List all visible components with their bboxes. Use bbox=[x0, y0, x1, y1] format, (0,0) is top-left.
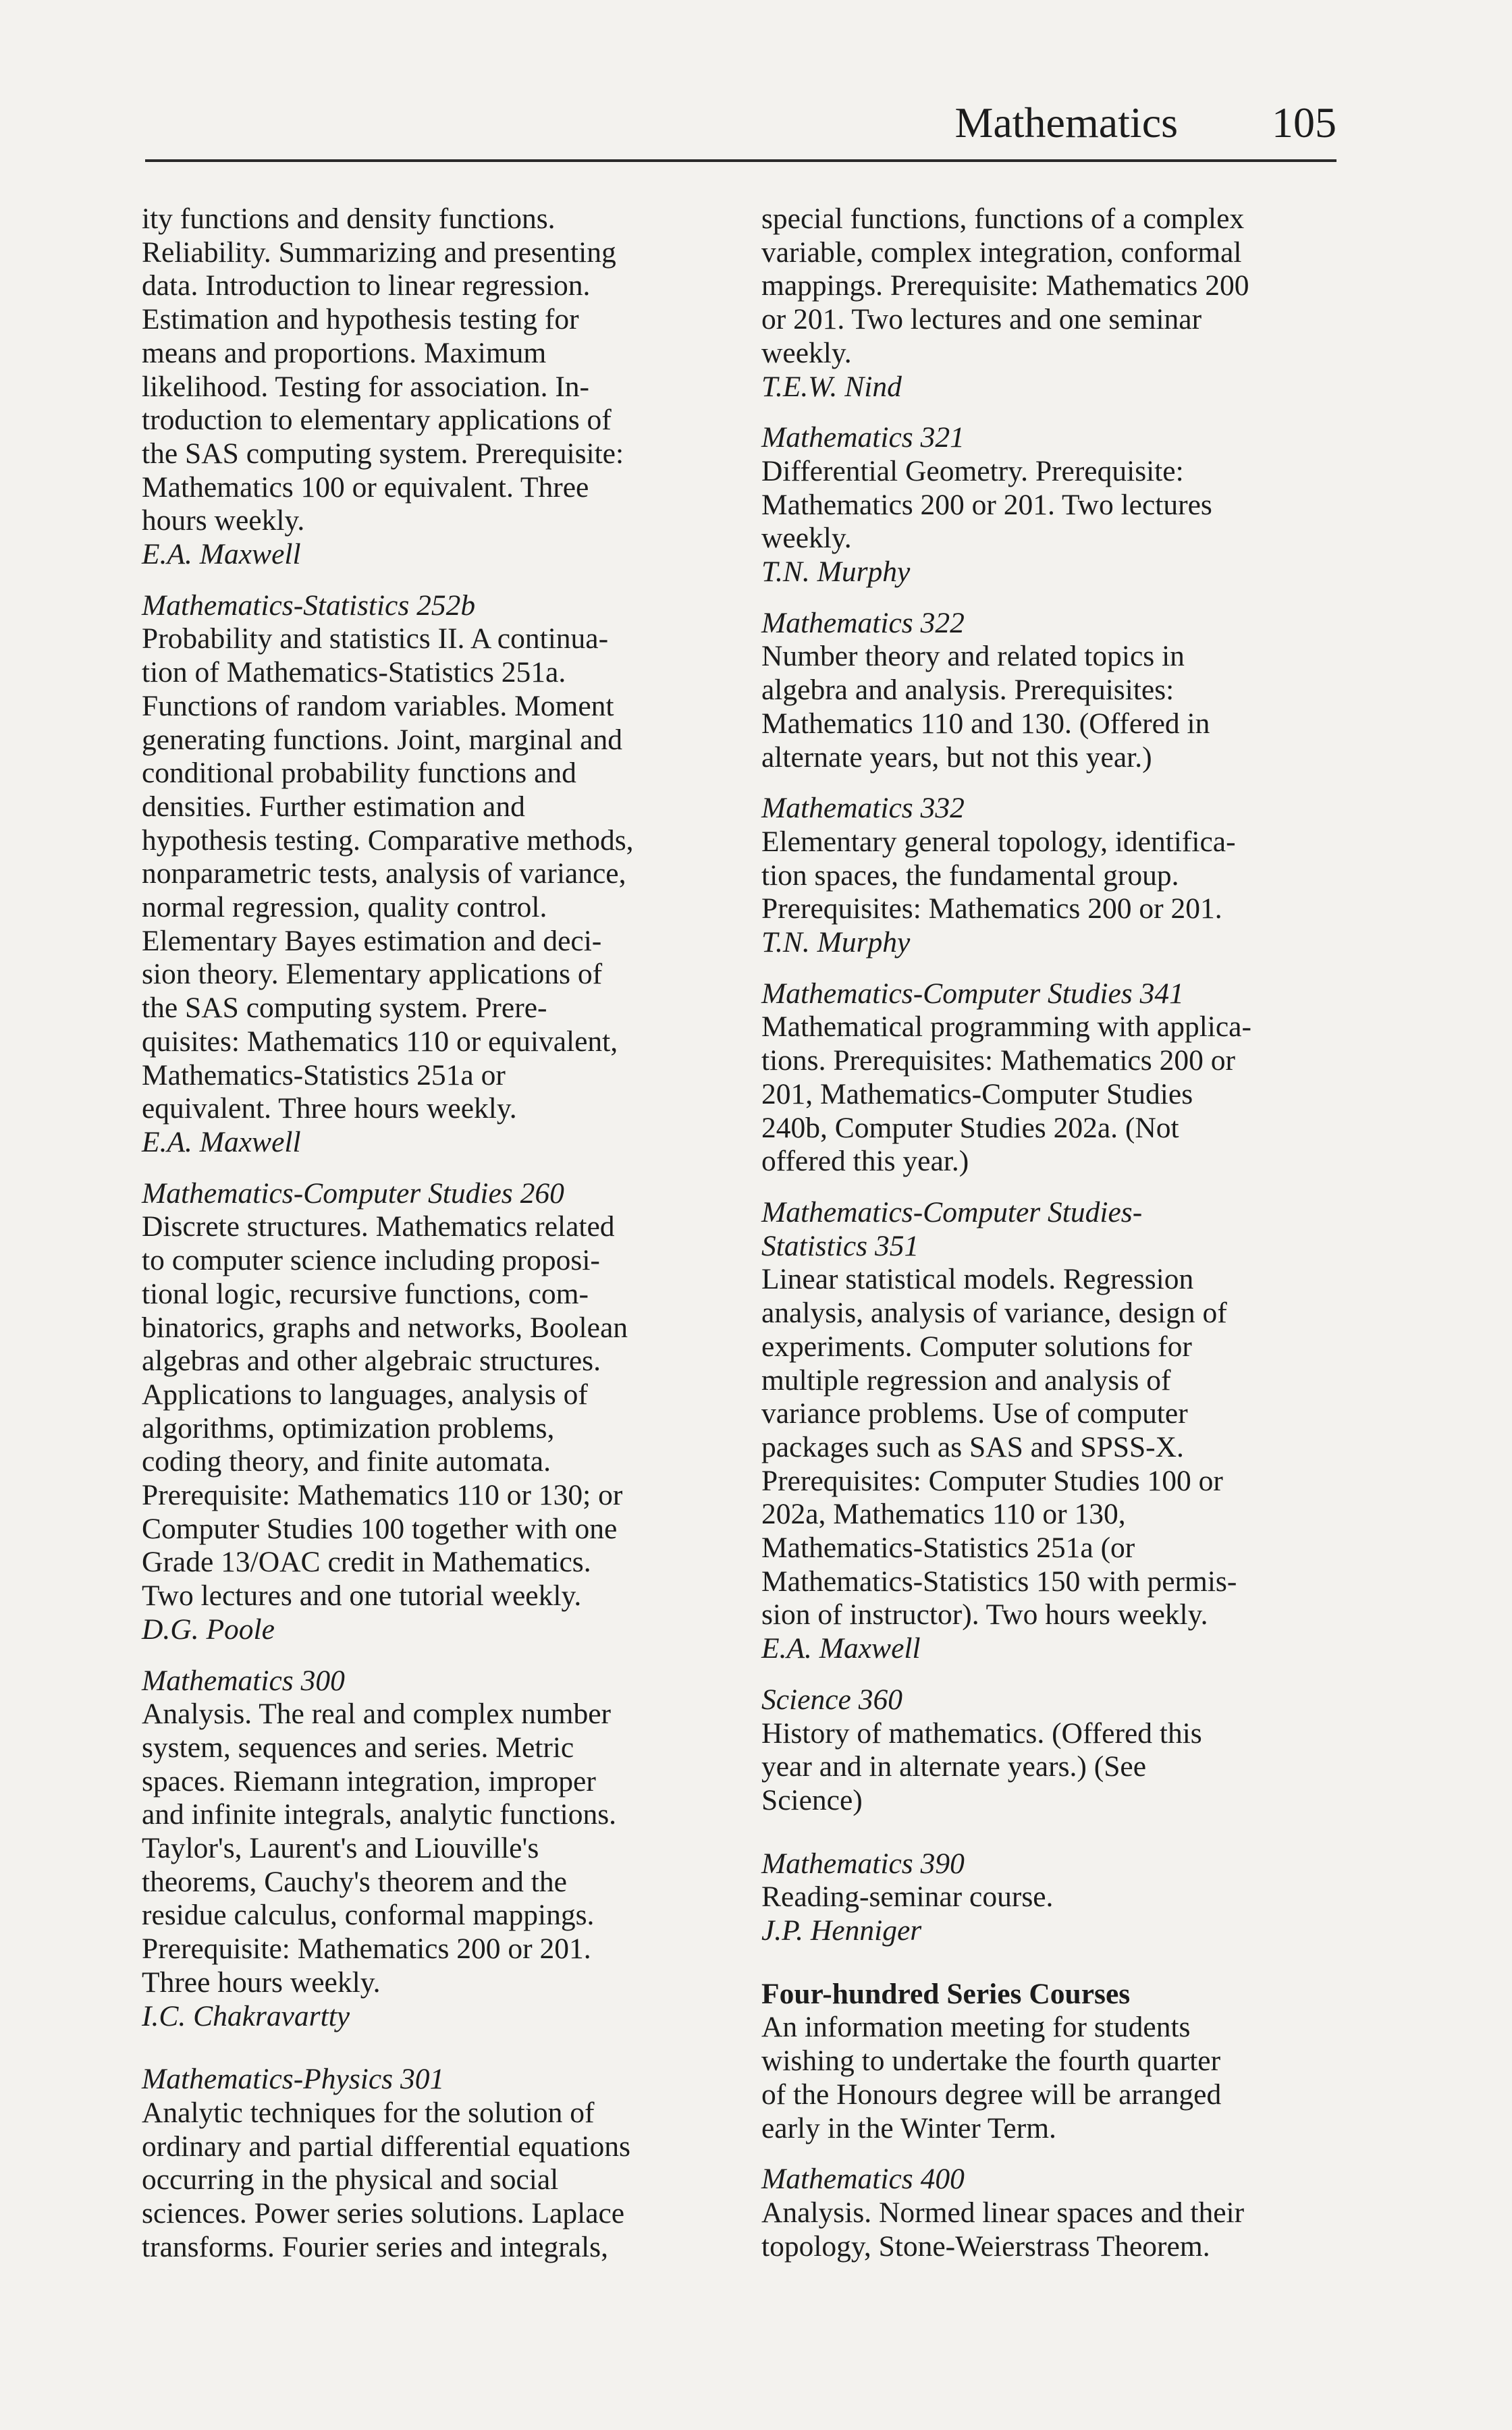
description-line: hours weekly. bbox=[142, 504, 305, 537]
description-line: Analysis. The real and complex number bbox=[142, 1698, 612, 1731]
course-title: Mathematics 400 bbox=[761, 2163, 965, 2196]
description-line: and infinite integrals, analytic functions. bbox=[142, 1798, 617, 1831]
course-title: Mathematics-Computer Studies 341 bbox=[761, 977, 1184, 1010]
description-line: Analytic techniques for the solution of bbox=[142, 2096, 595, 2129]
description-line: troduction to elementary applications of bbox=[142, 404, 612, 437]
description-line: Mathematics-Statistics 251a (or bbox=[761, 1532, 1135, 1565]
instructor-name: I.C. Chakravartty bbox=[142, 1999, 350, 2032]
description-line: Number theory and related topics in bbox=[761, 640, 1185, 673]
description-line: sciences. Power series solutions. Laplace bbox=[142, 2197, 625, 2230]
course-title: Mathematics 332 bbox=[761, 792, 965, 825]
description-line: coding theory, and finite automata. bbox=[142, 1445, 551, 1478]
description-line: the SAS computing system. Prere- bbox=[142, 992, 547, 1025]
course-title: Mathematics-Statistics 252b bbox=[142, 589, 476, 622]
description-line: theorems, Cauchy's theorem and the bbox=[142, 1865, 567, 1898]
description-line: Reliability. Summarizing and presenting bbox=[142, 236, 616, 269]
description-line: Mathematics 200 or 201. Two lectures bbox=[761, 488, 1212, 521]
course-title: Mathematics-Computer Studies- bbox=[761, 1195, 1143, 1228]
description-line: variable, complex integration, conformal bbox=[761, 236, 1242, 269]
section-heading: Four-hundred Series Courses bbox=[761, 1977, 1131, 2010]
description-line: ity functions and density functions. bbox=[142, 202, 556, 235]
description-line: occurring in the physical and social bbox=[142, 2163, 559, 2196]
description-line: data. Introduction to linear regression. bbox=[142, 269, 591, 302]
description-line: algebra and analysis. Prerequisites: bbox=[761, 674, 1174, 707]
description-line: Differential Geometry. Prerequisite: bbox=[761, 454, 1184, 487]
description-line: algorithms, optimization problems, bbox=[142, 1411, 555, 1444]
description-line: normal regression, quality control. bbox=[142, 891, 547, 924]
description-line: Mathematics-Statistics 251a or bbox=[142, 1058, 506, 1091]
page-number: 105 bbox=[1272, 99, 1336, 146]
description-line: to computer science including proposi- bbox=[142, 1244, 600, 1277]
description-line: Elementary Bayes estimation and deci- bbox=[142, 924, 602, 957]
description-line: likelihood. Testing for association. In- bbox=[142, 370, 590, 403]
description-line: tions. Prerequisites: Mathematics 200 or bbox=[761, 1044, 1235, 1077]
description-line: Discrete structures. Mathematics related bbox=[142, 1210, 615, 1243]
instructor-name: E.A. Maxwell bbox=[142, 1125, 301, 1158]
course-title: Science 360 bbox=[761, 1683, 902, 1716]
left-column bbox=[142, 202, 736, 2264]
course-entry bbox=[761, 792, 1355, 960]
instructor-name: T.N. Murphy bbox=[761, 556, 911, 589]
description-line: year and in alternate years.) (See bbox=[761, 1750, 1147, 1783]
course-title: Mathematics-Physics 301 bbox=[142, 2063, 445, 2096]
instructor-name: E.A. Maxwell bbox=[761, 1632, 921, 1665]
course-entry bbox=[142, 202, 736, 572]
description-line: Mathematics-Statistics 150 with permis- bbox=[761, 1565, 1237, 1598]
course-entry bbox=[761, 421, 1355, 589]
description-line: Mathematical programming with applica- bbox=[761, 1010, 1251, 1044]
description-line: alternate years, but not this year.) bbox=[761, 740, 1152, 774]
course-entry bbox=[761, 1683, 1355, 1818]
description-line: Prerequisites: Mathematics 200 or 201. bbox=[761, 892, 1222, 925]
description-line: Grade 13/OAC credit in Mathematics. bbox=[142, 1546, 591, 1579]
description-line: Prerequisites: Computer Studies 100 or bbox=[761, 1464, 1223, 1497]
description-line: Estimation and hypothesis testing for bbox=[142, 303, 579, 336]
description-line: spaces. Riemann integration, improper bbox=[142, 1764, 596, 1798]
description-line: analysis, analysis of variance, design of bbox=[761, 1297, 1227, 1330]
course-entry bbox=[142, 2063, 736, 2264]
description-line: weekly. bbox=[761, 336, 852, 369]
description-line: equivalent. Three hours weekly. bbox=[142, 1092, 517, 1125]
description-line: Two lectures and one tutorial weekly. bbox=[142, 1580, 582, 1613]
description-line: variance problems. Use of computer bbox=[761, 1397, 1188, 1430]
course-entry bbox=[142, 1177, 736, 1647]
description-line: densities. Further estimation and bbox=[142, 790, 525, 823]
description-line: weekly. bbox=[761, 522, 852, 555]
description-line: multiple regression and analysis of bbox=[761, 1364, 1171, 1397]
description-line: Prerequisite: Mathematics 110 or 130; or bbox=[142, 1479, 623, 1512]
description-line: early in the Winter Term. bbox=[761, 2111, 1056, 2144]
description-line: topology, Stone-Weierstrass Theorem. bbox=[761, 2230, 1210, 2263]
right-column bbox=[761, 202, 1355, 2263]
description-line: tion spaces, the fundamental group. bbox=[761, 859, 1179, 892]
description-line: Functions of random variables. Moment bbox=[142, 689, 614, 722]
description-line: generating functions. Joint, marginal and bbox=[142, 723, 622, 756]
description-line: Applications to languages, analysis of bbox=[142, 1378, 588, 1411]
description-line: transforms. Fourier series and integrals, bbox=[142, 2230, 608, 2263]
description-line: Mathematics 100 or equivalent. Three bbox=[142, 470, 589, 504]
description-line: Science) bbox=[761, 1783, 863, 1816]
description-line: Probability and statistics II. A continua- bbox=[142, 622, 609, 655]
description-line: the SAS computing system. Prerequisite: bbox=[142, 437, 624, 470]
running-head-title: Mathematics bbox=[954, 99, 1178, 146]
page-header bbox=[145, 88, 1336, 169]
description-line: algebras and other algebraic structures. bbox=[142, 1345, 601, 1378]
course-entry bbox=[761, 1196, 1355, 1666]
course-title: Mathematics 322 bbox=[761, 606, 965, 639]
description-line: nonparametric tests, analysis of variance, bbox=[142, 857, 626, 890]
instructor-name: E.A. Maxwell bbox=[142, 538, 301, 571]
description-line: Analysis. Normed linear spaces and their bbox=[761, 2196, 1245, 2229]
instructor-name: J.P. Henniger bbox=[761, 1914, 922, 1947]
description-line: tional logic, recursive functions, com- bbox=[142, 1277, 589, 1310]
description-line: Linear statistical models. Regression bbox=[761, 1263, 1194, 1296]
course-title: Mathematics 390 bbox=[761, 1847, 965, 1880]
description-line: 202a, Mathematics 110 or 130, bbox=[761, 1498, 1126, 1531]
instructor-name: T.E.W. Nind bbox=[761, 370, 902, 403]
description-line: binatorics, graphs and networks, Boolean bbox=[142, 1311, 628, 1344]
description-line: sion theory. Elementary applications of bbox=[142, 958, 603, 991]
description-line: Computer Studies 100 together with one bbox=[142, 1512, 618, 1545]
description-line: system, sequences and series. Metric bbox=[142, 1731, 574, 1764]
course-title: Mathematics-Computer Studies 260 bbox=[142, 1177, 564, 1210]
description-line: wishing to undertake the fourth quarter bbox=[761, 2045, 1221, 2078]
course-entry bbox=[761, 977, 1355, 1179]
description-line: experiments. Computer solutions for bbox=[761, 1330, 1192, 1363]
course-entry bbox=[142, 1665, 736, 2034]
description-line: offered this year.) bbox=[761, 1145, 969, 1178]
description-line: special functions, functions of a complex bbox=[761, 202, 1245, 235]
course-entry bbox=[761, 202, 1355, 404]
course-entry bbox=[761, 2163, 1355, 2263]
header-rule bbox=[145, 159, 1336, 162]
description-line: means and proportions. Maximum bbox=[142, 336, 547, 369]
course-entry bbox=[761, 607, 1355, 775]
description-line: History of mathematics. (Offered this bbox=[761, 1717, 1202, 1750]
course-title: Statistics 351 bbox=[761, 1229, 919, 1262]
description-line: of the Honours degree will be arranged bbox=[761, 2078, 1222, 2111]
description-line: quisites: Mathematics 110 or equivalent, bbox=[142, 1025, 618, 1058]
description-line: or 201. Two lectures and one seminar bbox=[761, 303, 1202, 336]
description-line: Reading-seminar course. bbox=[761, 1881, 1054, 1914]
course-title: Mathematics 300 bbox=[142, 1664, 345, 1697]
description-line: 201, Mathematics-Computer Studies bbox=[761, 1077, 1193, 1110]
description-line: sion of instructor). Two hours weekly. bbox=[761, 1598, 1208, 1631]
course-title: Mathematics 321 bbox=[761, 421, 965, 454]
instructor-name: T.N. Murphy bbox=[761, 926, 911, 959]
description-line: tion of Mathematics-Statistics 251a. bbox=[142, 656, 566, 689]
description-line: mappings. Prerequisite: Mathematics 200 bbox=[761, 269, 1249, 302]
course-entry bbox=[142, 589, 736, 1160]
description-line: Mathematics 110 and 130. (Offered in bbox=[761, 707, 1210, 740]
description-line: Three hours weekly. bbox=[142, 1966, 381, 1999]
description-line: conditional probability functions and bbox=[142, 757, 576, 790]
course-entry bbox=[761, 1847, 1355, 1948]
description-line: Taylor's, Laurent's and Liouville's bbox=[142, 1832, 539, 1865]
description-line: An information meeting for students bbox=[761, 2011, 1191, 2044]
course-entry bbox=[761, 1978, 1355, 2146]
description-line: residue calculus, conformal mappings. bbox=[142, 1899, 595, 1932]
instructor-name: D.G. Poole bbox=[142, 1613, 275, 1646]
description-line: packages such as SAS and SPSS-X. bbox=[761, 1430, 1184, 1463]
description-line: 240b, Computer Studies 202a. (Not bbox=[761, 1111, 1179, 1144]
description-line: Prerequisite: Mathematics 200 or 201. bbox=[142, 1933, 591, 1966]
description-line: hypothesis testing. Comparative methods, bbox=[142, 824, 634, 857]
description-line: ordinary and partial differential equations bbox=[142, 2130, 630, 2163]
description-line: Elementary general topology, identifica- bbox=[761, 825, 1236, 858]
